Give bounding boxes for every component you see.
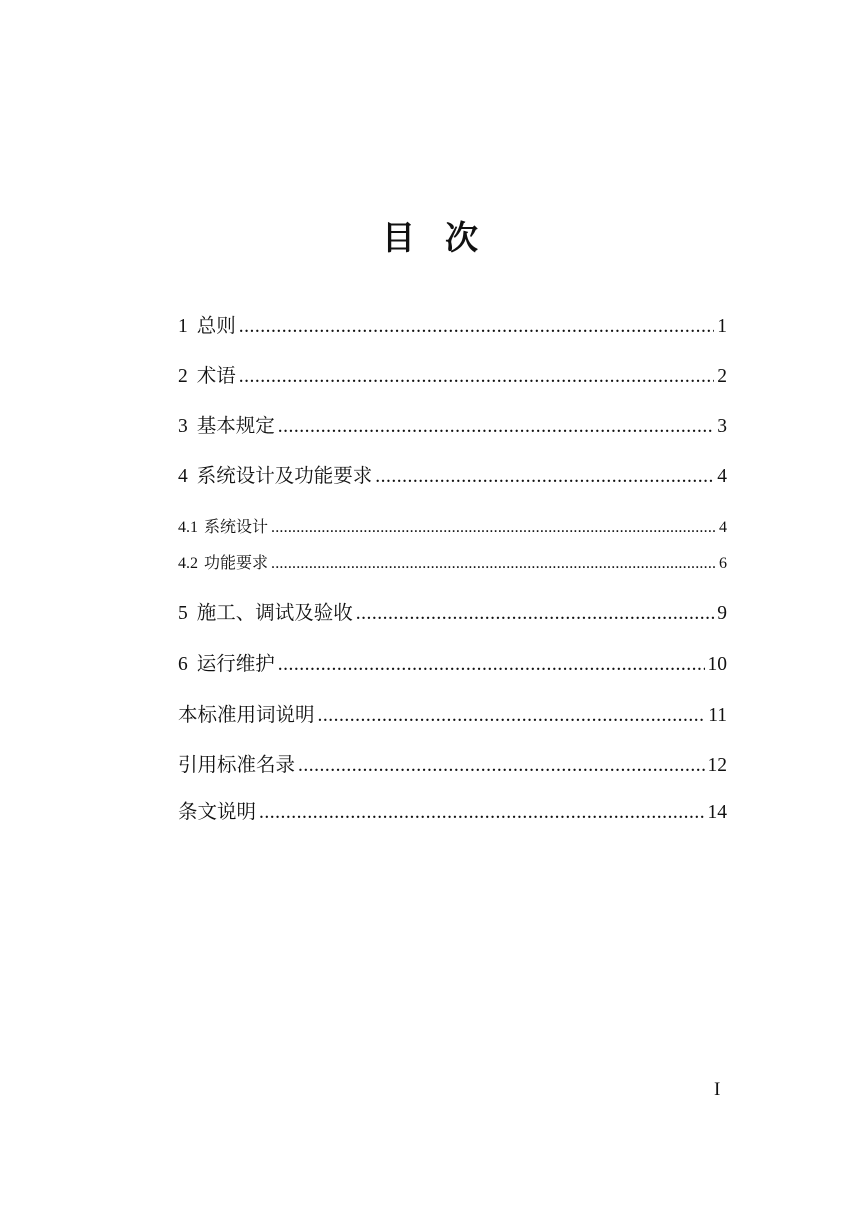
toc-entry-number: 5: [178, 603, 188, 624]
toc-dot-leader: [278, 651, 705, 679]
toc-dot-leader: [278, 413, 714, 441]
toc-entry-number: 6: [178, 654, 188, 675]
toc-entry-number: 2: [178, 366, 188, 387]
toc-entry-label: 术语: [196, 364, 236, 387]
toc-entry-label: 系统设计: [204, 517, 269, 536]
toc-entry-explanation[interactable]: [178, 798, 727, 827]
toc-entry-label: 引用标准名录: [178, 753, 296, 776]
toc-entry-page: 2: [717, 366, 727, 387]
page-title: 目次: [382, 218, 508, 257]
toc-entry-label: 基本规定: [196, 414, 275, 437]
toc-entry-number: 4.2: [178, 555, 198, 572]
toc-dot-leader: [239, 313, 714, 341]
toc-entry-label: 功能要求: [204, 553, 269, 572]
toc-dot-leader: [239, 363, 714, 391]
toc-entry-page: 1: [717, 316, 727, 337]
toc-entry-page: 14: [707, 802, 727, 823]
toc-dot-leader: [271, 552, 716, 576]
toc-dot-leader: [375, 463, 714, 491]
toc-entry-page: 12: [707, 755, 727, 776]
toc-entry-page: 10: [707, 654, 727, 675]
toc-dot-leader: [298, 752, 704, 780]
toc-entry-page: 11: [708, 705, 727, 726]
toc-entry-system-design[interactable]: [178, 462, 727, 491]
toc-dot-leader: [356, 600, 714, 628]
toc-entry-terms[interactable]: [178, 362, 727, 391]
toc-dot-leader: [271, 516, 716, 540]
toc-entry-construction[interactable]: [178, 599, 727, 628]
table-of-contents: [178, 0, 727, 1218]
toc-entry-maintenance[interactable]: [178, 650, 727, 679]
toc-entry-wording[interactable]: [178, 701, 727, 730]
toc-entry-label: 系统设计及功能要求: [196, 464, 373, 487]
toc-entry-label: 总则: [196, 314, 236, 337]
toc-entry-basic-requirements[interactable]: [178, 412, 727, 441]
toc-entry-page: 9: [717, 603, 727, 624]
toc-entry-number: 3: [178, 416, 188, 437]
toc-entry-number: 4: [178, 466, 188, 487]
toc-entry-label: 本标准用词说明: [178, 703, 315, 726]
toc-entry-references[interactable]: [178, 751, 727, 780]
toc-entry-page: 6: [719, 555, 727, 572]
toc-entry-number: 1: [178, 316, 188, 337]
page-number: I: [714, 1079, 721, 1100]
toc-entry-page: 4: [717, 466, 727, 487]
toc-entry-system-design-sub[interactable]: [178, 515, 727, 540]
toc-entry-label: 施工、调试及验收: [196, 601, 353, 624]
toc-entry-label: 条文说明: [178, 800, 257, 823]
toc-dot-leader: [318, 702, 706, 730]
toc-entry-page: 4: [719, 519, 727, 536]
toc-entry-page: 3: [717, 416, 727, 437]
toc-entry-functional-requirements[interactable]: [178, 551, 727, 576]
toc-entry-number: 4.1: [178, 519, 198, 536]
toc-entry-label: 运行维护: [196, 652, 275, 675]
toc-entry-general[interactable]: [178, 312, 727, 341]
toc-dot-leader: [259, 799, 704, 827]
